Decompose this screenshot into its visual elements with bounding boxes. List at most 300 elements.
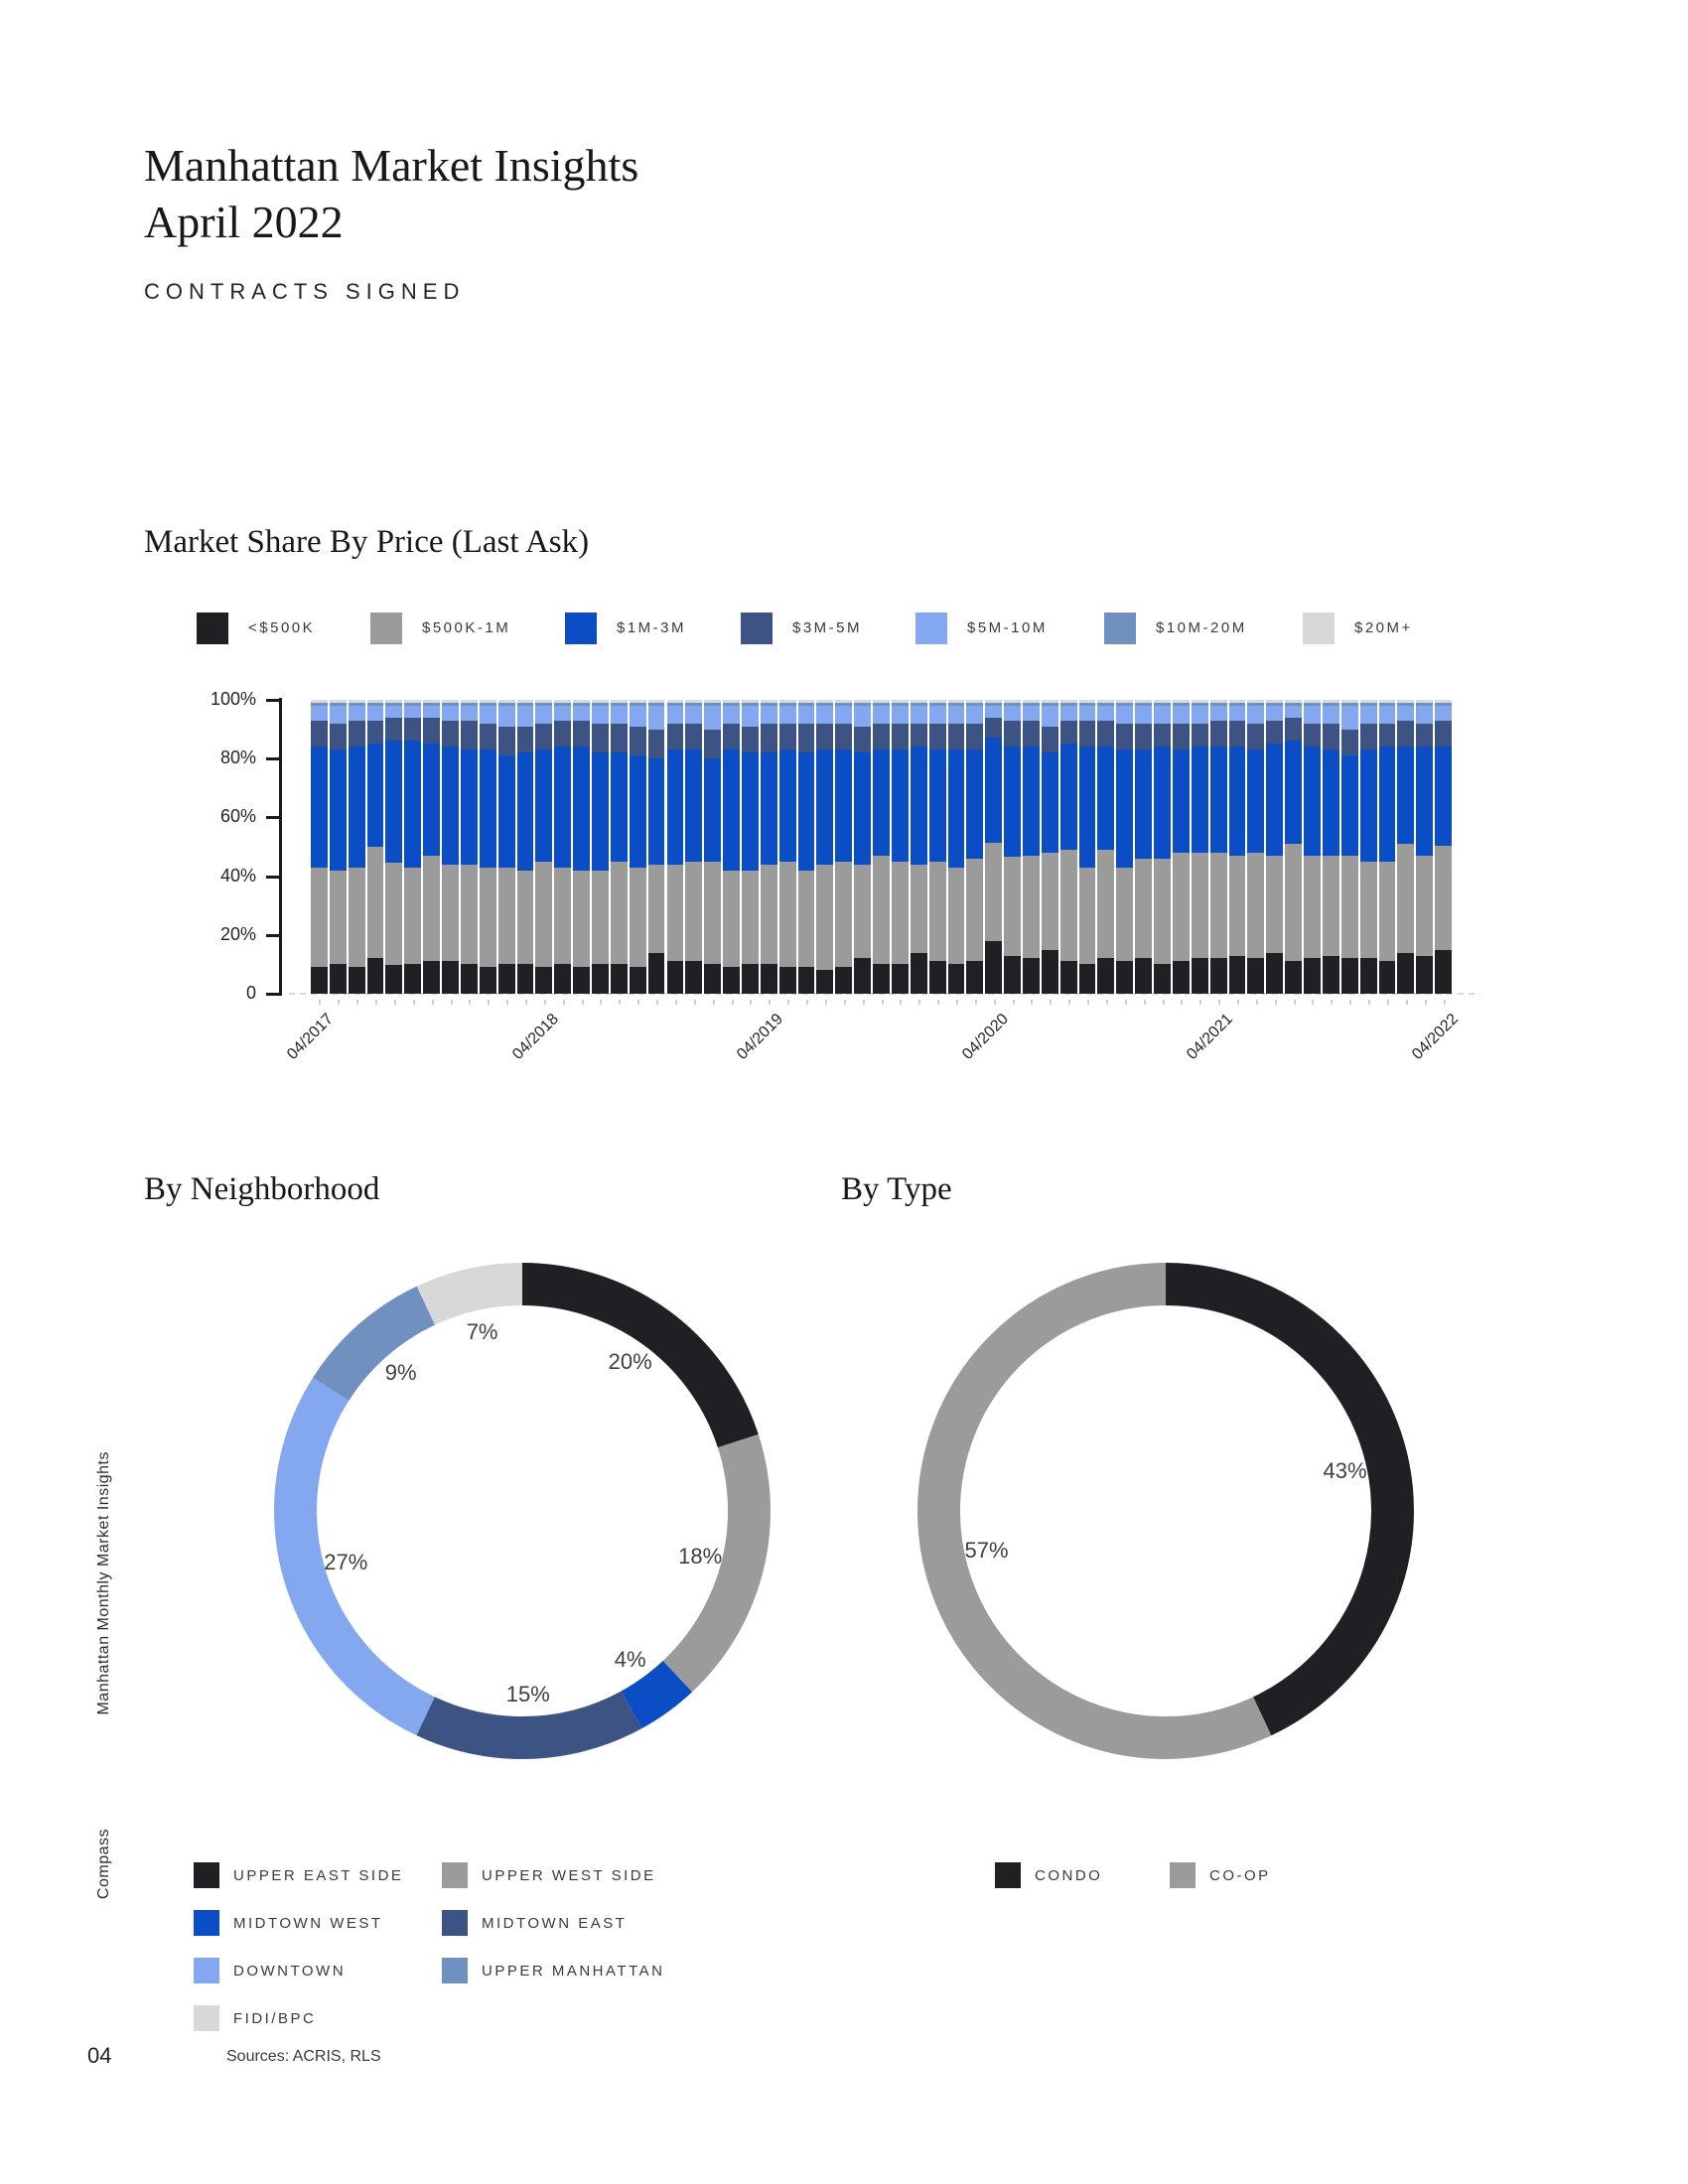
bar-segment: [1285, 706, 1302, 718]
bar-segment: [1060, 961, 1077, 994]
bar-segment: [779, 862, 796, 968]
bar-segment: [554, 747, 571, 867]
bar-segment: [1173, 724, 1190, 751]
donut-percentage-label: 7%: [466, 1318, 498, 1344]
x-minor-tick: [1387, 1000, 1389, 1005]
bar-segment: [723, 750, 740, 870]
bar-segment: [835, 750, 852, 861]
legend-label: $10M-20M: [1156, 619, 1247, 636]
bar-segment: [592, 752, 609, 870]
bar-segment: [1116, 724, 1133, 751]
legend-swatch: [194, 1958, 219, 1983]
bar-segment: [1266, 953, 1283, 994]
bar-column[interactable]: [1097, 700, 1114, 994]
x-minor-tick: [994, 1000, 996, 1005]
bar-column[interactable]: [779, 700, 796, 994]
bar-segment: [554, 706, 571, 721]
bar-segment: [1416, 724, 1433, 748]
bar-column[interactable]: [367, 700, 384, 994]
page-title: [144, 137, 638, 250]
bar-column[interactable]: [349, 700, 365, 994]
bar-column[interactable]: [554, 700, 571, 994]
x-minor-tick: [675, 1000, 677, 1005]
bar-column[interactable]: [1360, 700, 1377, 994]
bar-column[interactable]: [611, 700, 628, 994]
bar-segment: [592, 724, 609, 753]
bar-segment: [1304, 706, 1321, 724]
bar-column[interactable]: [667, 700, 684, 994]
bar-column[interactable]: [1323, 700, 1339, 994]
bar-segment: [442, 961, 459, 994]
x-axis-tick-label: 04/2022: [1408, 1011, 1462, 1063]
bar-segment: [1192, 747, 1208, 853]
bar-segment: [798, 752, 815, 870]
bar-column[interactable]: [816, 700, 833, 994]
bar-segment: [873, 724, 890, 751]
legend-swatch: [1170, 1862, 1196, 1888]
bar-segment: [1323, 706, 1339, 724]
bar-segment: [480, 967, 496, 994]
bar-segment: [761, 964, 777, 994]
bar-segment: [1023, 958, 1040, 994]
bar-segment: [1154, 964, 1171, 994]
page-title-line2: April 2022: [144, 197, 344, 247]
bar-segment: [498, 727, 515, 756]
bar-segment: [854, 706, 871, 727]
donut-percentage-label: 15%: [505, 1681, 550, 1706]
bar-segment: [1379, 706, 1396, 724]
bar-column[interactable]: [442, 700, 459, 994]
bar-segment: [517, 964, 534, 994]
x-minor-tick: [975, 1000, 977, 1005]
bar-segment: [985, 843, 1002, 942]
bar-column[interactable]: [330, 700, 347, 994]
bar-segment: [704, 730, 721, 759]
bar-segment: [311, 706, 328, 721]
bar-segment: [1135, 859, 1152, 959]
bar-column[interactable]: [311, 700, 328, 994]
bar-segment: [685, 706, 702, 724]
bar-column[interactable]: [929, 700, 946, 994]
bar-segment: [1173, 750, 1190, 853]
bar-segment: [1210, 706, 1227, 721]
bar-segment: [1192, 724, 1208, 748]
bar-segment: [1229, 721, 1246, 748]
legend-swatch: [915, 613, 947, 644]
neighborhood-chart-title: By Neighborhood: [144, 1171, 380, 1207]
bar-segment: [535, 750, 552, 861]
bar-segment: [966, 859, 983, 962]
bar-column[interactable]: [854, 700, 871, 994]
bar-segment: [723, 724, 740, 751]
bar-segment: [835, 967, 852, 994]
bar-segment: [1060, 850, 1077, 961]
bar-column[interactable]: [835, 700, 852, 994]
bar-column[interactable]: [892, 700, 909, 994]
bar-column[interactable]: [517, 700, 534, 994]
bar-segment: [1341, 706, 1358, 730]
bar-column[interactable]: [1304, 700, 1321, 994]
bar-segment: [404, 718, 421, 742]
bar-segment: [985, 941, 1002, 994]
price-chart-title: Market Share By Price (Last Ask): [144, 524, 590, 560]
x-minor-tick: [863, 1000, 865, 1005]
bar-segment: [517, 752, 534, 870]
bar-column[interactable]: [648, 700, 665, 994]
bar-segment: [442, 747, 459, 864]
bar-segment: [685, 961, 702, 994]
legend-swatch: [197, 613, 228, 644]
section-label: CONTRACTS SIGNED: [144, 279, 466, 304]
bar-segment: [611, 706, 628, 724]
legend-swatch: [741, 613, 773, 644]
bar-segment: [461, 706, 478, 721]
x-minor-tick: [563, 1000, 565, 1005]
bar-segment: [1023, 706, 1040, 721]
bar-segment: [498, 755, 515, 867]
legend-swatch: [194, 1910, 219, 1936]
bar-column[interactable]: [1416, 700, 1433, 994]
bar-segment: [929, 750, 946, 861]
bar-segment: [1304, 958, 1321, 994]
bar-segment: [929, 862, 946, 962]
bar-segment: [517, 871, 534, 965]
bar-segment: [1210, 958, 1227, 994]
bar-segment: [480, 750, 496, 867]
bar-segment: [966, 706, 983, 724]
bar-segment: [1341, 958, 1358, 994]
bar-column[interactable]: [498, 700, 515, 994]
x-minor-tick: [394, 1000, 396, 1005]
bar-column[interactable]: [1023, 700, 1040, 994]
bar-segment: [929, 961, 946, 994]
bar-segment: [966, 724, 983, 751]
legend-swatch: [194, 1862, 219, 1888]
bar-column[interactable]: [1135, 700, 1152, 994]
bar-column[interactable]: [985, 700, 1002, 994]
bar-segment: [854, 865, 871, 959]
x-minor-tick: [582, 1000, 584, 1005]
bar-segment: [854, 727, 871, 753]
bar-segment: [611, 752, 628, 862]
bar-segment: [1154, 724, 1171, 748]
bar-column[interactable]: [1079, 700, 1096, 994]
sidebar-vertical-title: Manhattan Monthly Market Insights: [95, 1451, 112, 1715]
bar-segment: [873, 706, 890, 724]
bar-segment: [816, 750, 833, 864]
x-minor-tick: [619, 1000, 621, 1005]
bar-segment: [742, 706, 759, 727]
y-axis-tick: [266, 876, 279, 879]
bar-segment: [573, 706, 590, 721]
bar-column[interactable]: [1173, 700, 1190, 994]
bar-segment: [385, 863, 402, 965]
bar-segment: [1247, 706, 1264, 724]
y-axis-tick: [266, 816, 279, 819]
bar-column[interactable]: [1266, 700, 1283, 994]
legend-label: $3M-5M: [792, 619, 863, 636]
bar-segment: [349, 967, 365, 994]
bar-segment: [1379, 724, 1396, 748]
bar-segment: [461, 750, 478, 864]
bar-column[interactable]: [423, 700, 440, 994]
bar-segment: [367, 706, 384, 721]
x-minor-tick: [432, 1000, 434, 1005]
x-minor-tick: [1256, 1000, 1258, 1005]
x-minor-tick: [1294, 1000, 1296, 1005]
bar-segment: [404, 706, 421, 718]
bar-segment: [1397, 706, 1414, 721]
bar-segment: [779, 724, 796, 751]
bar-column[interactable]: [385, 700, 402, 994]
bar-segment: [1435, 846, 1452, 951]
donut-percentage-label: 18%: [678, 1544, 723, 1569]
bar-segment: [966, 961, 983, 994]
bar-segment: [779, 967, 796, 994]
bar-segment: [1173, 961, 1190, 994]
bar-segment: [835, 706, 852, 724]
bar-segment: [498, 706, 515, 727]
donut-svg: [917, 1263, 1414, 1759]
x-minor-tick: [1331, 1000, 1333, 1005]
bar-segment: [873, 750, 890, 856]
bar-segment: [761, 724, 777, 753]
bar-segment: [1397, 747, 1414, 844]
bar-segment: [1023, 721, 1040, 748]
bar-segment: [1266, 706, 1283, 721]
bar-segment: [311, 747, 328, 867]
bar-segment: [1229, 747, 1246, 856]
bar-segment: [892, 750, 909, 861]
bar-segment: [704, 862, 721, 965]
bar-segment: [648, 730, 665, 759]
bar-segment: [948, 706, 965, 724]
x-minor-tick: [769, 1000, 771, 1005]
bar-segment: [1360, 862, 1377, 959]
bar-segment: [1323, 956, 1339, 994]
bar-segment: [1360, 724, 1377, 751]
bar-segment: [1285, 961, 1302, 994]
x-minor-tick: [488, 1000, 490, 1005]
x-minor-tick: [694, 1000, 696, 1005]
x-minor-tick: [1163, 1000, 1165, 1005]
page-title-line1: Manhattan Market Insights: [144, 140, 639, 191]
bar-segment: [1116, 868, 1133, 962]
bar-segment: [480, 724, 496, 751]
bar-segment: [367, 721, 384, 745]
bar-column[interactable]: [1285, 700, 1302, 994]
bar-segment: [385, 741, 402, 863]
bar-segment: [311, 721, 328, 748]
bar-column[interactable]: [630, 700, 646, 994]
bar-segment: [1116, 750, 1133, 867]
bar-segment: [1173, 853, 1190, 962]
bar-segment: [1341, 856, 1358, 959]
x-minor-tick: [1349, 1000, 1351, 1005]
bar-segment: [966, 750, 983, 859]
bar-column[interactable]: [761, 700, 777, 994]
bar-segment: [1266, 721, 1283, 745]
bar-segment: [723, 967, 740, 994]
bar-column[interactable]: [742, 700, 759, 994]
bar-segment: [948, 724, 965, 751]
bar-column[interactable]: [1116, 700, 1133, 994]
x-minor-tick: [319, 1000, 321, 1005]
x-minor-tick: [600, 1000, 602, 1005]
bar-segment: [1097, 706, 1114, 721]
bar-column[interactable]: [1154, 700, 1171, 994]
bar-segment: [423, 706, 440, 718]
bar-column[interactable]: [480, 700, 496, 994]
bar-segment: [330, 750, 347, 870]
bar-segment: [1285, 718, 1302, 742]
bar-column[interactable]: [1060, 700, 1077, 994]
bar-column[interactable]: [573, 700, 590, 994]
legend-swatch: [995, 1862, 1021, 1888]
x-minor-tick: [900, 1000, 902, 1005]
bar-segment: [816, 724, 833, 751]
bar-segment: [1247, 724, 1264, 751]
x-minor-tick: [506, 1000, 508, 1005]
bar-segment: [1304, 724, 1321, 748]
bar-segment: [911, 706, 927, 724]
bar-segment: [385, 965, 402, 994]
bar-column[interactable]: [1247, 700, 1264, 994]
bar-segment: [385, 718, 402, 741]
bar-segment: [404, 868, 421, 965]
bar-column[interactable]: [911, 700, 927, 994]
y-axis-tick-label: 80%: [219, 748, 256, 768]
bar-column[interactable]: [1341, 700, 1358, 994]
x-minor-tick: [956, 1000, 958, 1005]
x-minor-tick: [937, 1000, 939, 1005]
bar-segment: [461, 865, 478, 965]
bar-column[interactable]: [1397, 700, 1414, 994]
bar-segment: [742, 727, 759, 753]
bar-segment: [573, 747, 590, 870]
bar-segment: [1360, 958, 1377, 994]
bar-segment: [1247, 853, 1264, 959]
bar-segment: [611, 724, 628, 753]
bar-segment: [648, 865, 665, 953]
bar-column[interactable]: [1210, 700, 1227, 994]
donut-percentage-label: 4%: [614, 1646, 646, 1672]
bar-segment: [630, 706, 646, 727]
bar-segment: [1266, 856, 1283, 953]
x-minor-tick: [338, 1000, 340, 1005]
x-minor-tick: [356, 1000, 358, 1005]
bar-segment: [779, 706, 796, 724]
bar-column[interactable]: [873, 700, 890, 994]
bar-segment: [554, 964, 571, 994]
bar-segment: [723, 871, 740, 968]
bar-segment: [1210, 853, 1227, 959]
x-minor-tick: [918, 1000, 920, 1005]
x-minor-tick: [844, 1000, 846, 1005]
y-axis-tick-label: 60%: [219, 806, 256, 827]
bar-segment: [349, 706, 365, 721]
x-minor-tick: [1199, 1000, 1201, 1005]
legend-label: UPPER MANHATTAN: [482, 1963, 665, 1979]
bar-segment: [1004, 857, 1021, 956]
bar-segment: [854, 752, 871, 864]
bar-segment: [367, 744, 384, 847]
bar-segment: [573, 967, 590, 994]
bar-segment: [423, 961, 440, 994]
legend-swatch: [1303, 613, 1335, 644]
legend-label: UPPER WEST SIDE: [482, 1867, 656, 1884]
bar-segment: [835, 724, 852, 751]
bar-segment: [1397, 844, 1414, 953]
bar-column[interactable]: [1192, 700, 1208, 994]
bar-segment: [1079, 964, 1096, 994]
bar-segment: [480, 868, 496, 968]
bar-segment: [685, 862, 702, 962]
bar-column[interactable]: [1435, 700, 1452, 994]
donut-percentage-label: 27%: [324, 1549, 368, 1574]
legend-swatch: [565, 613, 597, 644]
bar-segment: [1229, 856, 1246, 956]
bar-column[interactable]: [948, 700, 965, 994]
bar-segment: [1079, 747, 1096, 867]
bar-segment: [1435, 706, 1452, 721]
bar-column[interactable]: [1042, 700, 1058, 994]
bar-column[interactable]: [404, 700, 421, 994]
bar-segment: [948, 750, 965, 867]
bar-column[interactable]: [798, 700, 815, 994]
x-minor-tick: [375, 1000, 377, 1005]
bar-column[interactable]: [1004, 700, 1021, 994]
bar-column[interactable]: [1229, 700, 1246, 994]
bar-segment: [1304, 747, 1321, 856]
page-number: 04: [87, 2043, 112, 2068]
bar-segment: [1154, 747, 1171, 858]
y-axis-tick-label: 100%: [210, 689, 256, 709]
bar-segment: [1135, 706, 1152, 724]
bar-segment: [311, 868, 328, 968]
bar-column[interactable]: [966, 700, 983, 994]
bar-column[interactable]: [1379, 700, 1396, 994]
sources-note: Sources: ACRIS, RLS: [226, 2048, 381, 2065]
bar-segment: [1192, 853, 1208, 959]
bar-segment: [667, 961, 684, 994]
bar-segment: [554, 721, 571, 748]
legend-label: $20M+: [1354, 619, 1413, 636]
bar-segment: [1116, 961, 1133, 994]
bar-column[interactable]: [461, 700, 478, 994]
bar-segment: [667, 750, 684, 864]
bar-column[interactable]: [592, 700, 609, 994]
bar-segment: [404, 964, 421, 994]
bar-segment: [1060, 744, 1077, 850]
bar-segment: [911, 724, 927, 748]
bar-column[interactable]: [723, 700, 740, 994]
x-minor-tick: [732, 1000, 734, 1005]
x-minor-tick: [713, 1000, 715, 1005]
bar-segment: [704, 964, 721, 994]
x-minor-tick: [1013, 1000, 1015, 1005]
y-axis-line: [279, 698, 282, 996]
bar-segment: [535, 862, 552, 968]
bar-column[interactable]: [535, 700, 552, 994]
bar-segment: [948, 868, 965, 965]
bar-segment: [892, 706, 909, 724]
bar-segment: [349, 868, 365, 968]
bar-column[interactable]: [704, 700, 721, 994]
bar-column[interactable]: [685, 700, 702, 994]
sidebar-brand: Compass: [95, 1829, 112, 1900]
y-axis-tick-label: 0: [245, 983, 256, 1003]
